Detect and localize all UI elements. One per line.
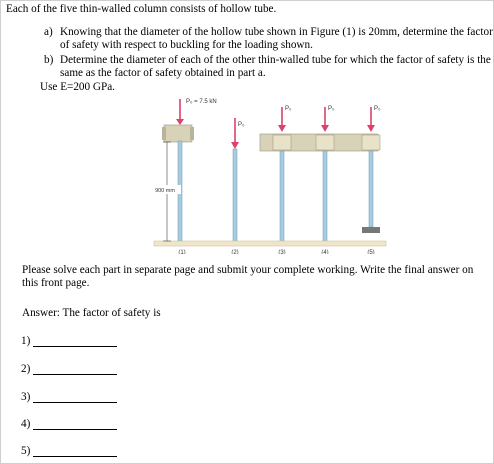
load-label-column-1: P₀ = 7.5 kN (186, 99, 217, 105)
top-beam (260, 134, 380, 151)
column-2 (231, 118, 239, 242)
column-2-load-arrowhead (231, 142, 239, 149)
answer-label-4: 4) (21, 418, 31, 430)
column-1-cap-right-bolt (190, 127, 194, 140)
question-b-label: b) (44, 54, 54, 66)
beam-block-3 (273, 135, 291, 150)
answer-field-1[interactable] (33, 346, 117, 347)
answer-label-2: 2) (21, 363, 31, 375)
column-label-2: (2) (231, 250, 239, 254)
column-3-tube (280, 151, 284, 242)
answer-heading: Answer: The factor of safety is (22, 307, 161, 319)
question-a-text: Knowing that the diameter of the hollow tube shown in Figure (1) is 20mm, determine the factor of safety with respect to buckling for the loading shown. (60, 26, 493, 51)
column-5-pin-support (362, 227, 380, 233)
beam-block-4 (316, 135, 334, 150)
column-4 (321, 107, 329, 242)
answer-label-1: 1) (21, 335, 31, 347)
column-label-5: (5) (367, 250, 375, 254)
column-4-load-arrowhead (321, 125, 329, 132)
column-1-cap (164, 125, 192, 142)
load-label-column-3: P₀ (285, 106, 292, 112)
column-3-load-arrowhead (278, 125, 286, 132)
column-5-tube (369, 151, 373, 227)
instructions-text: Please solve each part in separate page and submit your complete working. Write the final answer on this front page. (22, 264, 474, 289)
column-2-tube (233, 149, 237, 242)
column-figure (140, 94, 400, 254)
answer-field-2[interactable] (33, 374, 117, 375)
intro-text: Each of the five thin-walled column consists of hollow tube. (6, 3, 277, 15)
column-1-cap-left-bolt (162, 127, 166, 140)
answer-field-3[interactable] (33, 402, 117, 403)
column-label-4: (4) (321, 250, 329, 254)
load-label-column-2: P₀ (238, 122, 245, 128)
answer-label-5: 5) (21, 445, 31, 457)
column-1-load-arrowhead (176, 119, 184, 125)
column-4-tube (323, 151, 327, 242)
answer-field-5[interactable] (33, 456, 117, 457)
length-label: 900 mm (155, 188, 175, 194)
ground-base (154, 241, 386, 246)
column-label-3: (3) (278, 250, 286, 254)
load-label-column-5: P₀ (374, 106, 381, 112)
load-label-column-4: P₀ (328, 106, 335, 112)
beam-block-5 (362, 135, 380, 150)
material-text: Use E=200 GPa. (40, 81, 115, 93)
answer-label-3: 3) (21, 391, 31, 403)
column-3 (278, 107, 286, 242)
question-b-text: Determine the diameter of each of the other thin-walled tube for which the factor of safety is the same as the factor of safety obtained in part a. (60, 54, 491, 79)
column-5-load-arrowhead (367, 125, 375, 132)
answer-field-4[interactable] (33, 429, 117, 430)
question-a-label: a) (44, 26, 53, 38)
column-5 (362, 107, 380, 233)
column-label-1: (1) (178, 250, 186, 254)
